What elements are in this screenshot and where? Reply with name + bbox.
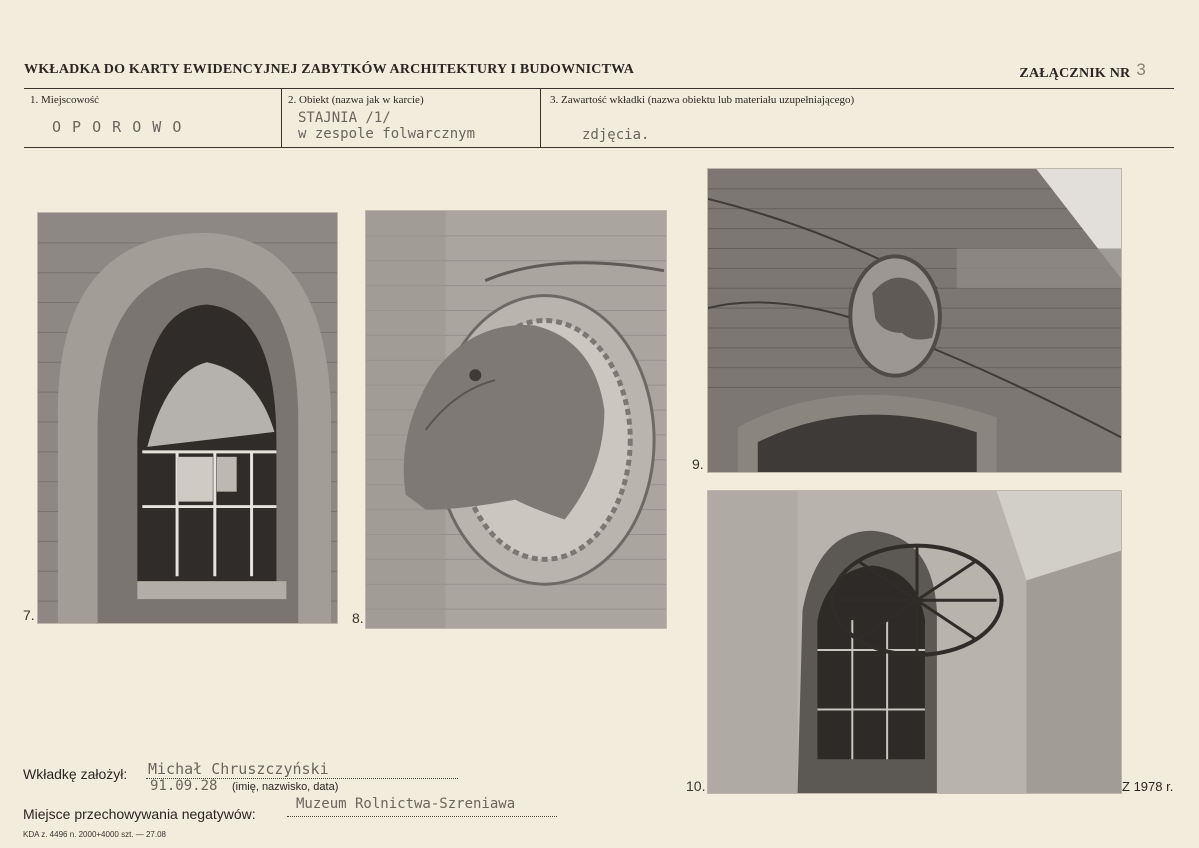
locality-label: 1. Miejscowość [30, 94, 100, 106]
annex-number: 3 [1136, 60, 1146, 79]
horse-head-medallion-photo-image [366, 211, 666, 628]
document-title: WKŁADKA DO KARTY EWIDENCYJNEJ ZABYTKÓW ARCHITEKTURY I BUDOWNICTWA [24, 62, 635, 77]
photo-horse-head-medallion [365, 210, 667, 629]
founder-label: Wkładkę założył: [23, 766, 128, 782]
founder-hint: (imię, nazwisko, data) [232, 781, 339, 793]
interior-window-photo-image [708, 491, 1121, 793]
founder-name: Michał Chruszczyński [148, 760, 329, 778]
photo-number-7: 7. [23, 607, 35, 623]
photo-interior-window [707, 490, 1122, 794]
print-info: KDA z. 4496 n. 2000+4000 szt. — 27.08 [23, 830, 166, 839]
object-value-line1: STAJNIA /1/ [298, 110, 391, 126]
locality-value: O P O R O W O [52, 118, 183, 136]
facade-medallion-photo-image [708, 169, 1121, 472]
document-header [24, 60, 1174, 81]
object-label: 2. Obiekt (nazwa jak w karcie) [288, 94, 424, 106]
photo-facade-medallion [707, 168, 1122, 473]
fields-bottom-rule [24, 147, 1174, 148]
object-value-line2: w zespole folwarcznym [298, 126, 476, 142]
year-note-text: 1978 r. [1133, 779, 1174, 794]
field-divider-1 [281, 89, 282, 147]
founder-date: 91.09.28 [150, 778, 218, 794]
photo-number-8: 8. [352, 610, 364, 626]
photo-number-10: 10. [686, 778, 706, 794]
year-note: Z 1978 r. [1122, 779, 1174, 794]
photo-arched-window [37, 212, 338, 624]
field-divider-2 [540, 89, 541, 147]
storage-value: Muzeum Rolnictwa-Szreniawa [296, 796, 516, 812]
annex-label-text: ZAŁĄCZNIK NR [1019, 66, 1131, 81]
header-rule [24, 88, 1174, 89]
contents-label: 3. Zawartość wkładki (nazwa obiektu lub materiału uzupełniającego) [550, 94, 855, 106]
storage-dotline [287, 816, 557, 817]
annex-label [1019, 62, 1146, 82]
storage-label: Miejsce przechowywania negatywów: [23, 806, 256, 822]
arched-window-photo-image [38, 213, 337, 623]
photo-number-9: 9. [692, 456, 704, 472]
contents-value: zdjęcia. [582, 127, 650, 143]
